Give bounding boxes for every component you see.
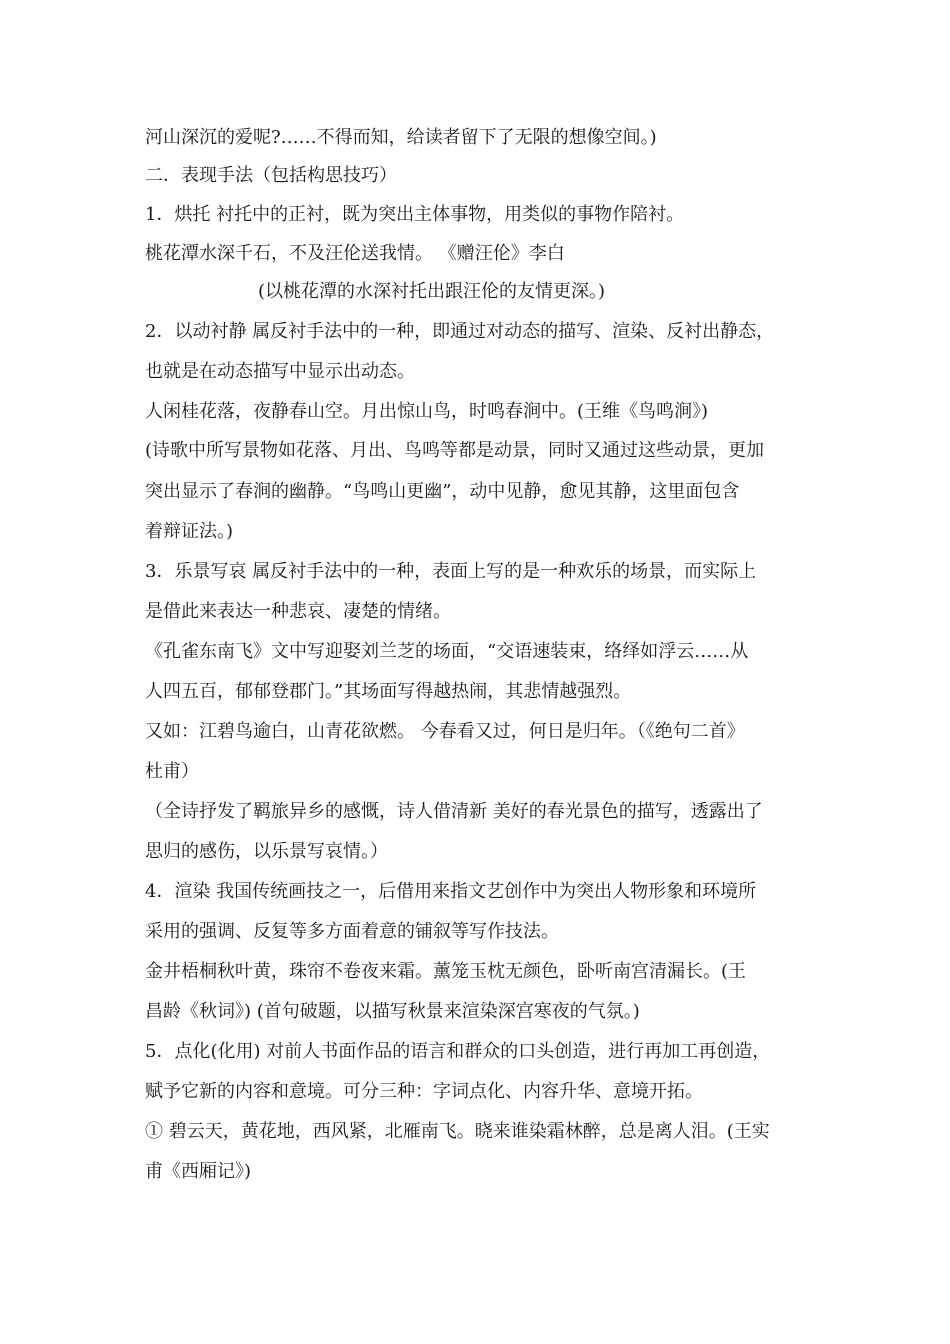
poem-line: 桃花潭水深千石，不及汪伦送我情。 《赠汪伦》李白 bbox=[145, 243, 565, 264]
text-line: 4．渲染 我国传统画技之一，后借用来指文艺创作中为突出人物形象和环境所 bbox=[145, 881, 757, 902]
text-line: (以桃花潭的水深衬托出跟汪伦的友情更深。) bbox=[258, 281, 606, 302]
text-line: 1．烘托 衬托中的正衬，既为突出主体事物，用类似的事物作陪衬。 bbox=[145, 204, 685, 225]
text-line: 《孔雀东南飞》文中写迎娶刘兰芝的场面，“交语速装束，络绎如浮云……从 bbox=[145, 641, 749, 662]
section-heading: 二．表现手法（包括构思技巧） bbox=[145, 165, 397, 186]
poem-line: 金井梧桐秋叶黄，珠帘不卷夜来霜。薰笼玉枕无颜色，卧听南宫清漏长。(王 bbox=[145, 961, 747, 982]
text-line: 昌龄《秋词》) (首句破题，以描写秋景来渲染深宫寒夜的气氛。) bbox=[145, 1001, 640, 1022]
text-line: （全诗抒发了羁旅异乡的感慨，诗人借清新 美好的春光景色的描写，透露出了 bbox=[145, 801, 763, 822]
text-line: (诗歌中所写景物如花落、月出、鸟鸣等都是动景，同时又通过这些动景，更加 bbox=[145, 440, 765, 461]
text-line: 采用的强调、反复等多方面着意的铺叙等写作技法。 bbox=[145, 921, 559, 942]
text-line: 2．以动衬静 属反衬手法中的一种，即通过对动态的描写、渲染、反衬出静态， bbox=[145, 321, 775, 342]
poem-line: 人闲桂花落，夜静春山空。月出惊山鸟，时鸣春涧中。(王维《鸟鸣涧》) bbox=[145, 401, 709, 422]
text-line: 甫《西厢记》) bbox=[145, 1161, 252, 1182]
text-line: 人四五百，郁郁登郡门。”其场面写得越热闹，其悲情越强烈。 bbox=[145, 681, 632, 702]
text-line: 赋予它新的内容和意境。可分三种：字词点化、内容升华、意境开拓。 bbox=[145, 1081, 703, 1102]
text-line: 突出显示了春涧的幽静。“鸟鸣山更幽”，动中见静，愈见其静，这里面包含 bbox=[145, 481, 740, 502]
text-line: 着辩证法。) bbox=[145, 521, 234, 542]
text-line: 河山深沉的爱呢?……不得而知，给读者留下了无限的想像空间。) bbox=[145, 127, 657, 148]
text-line: 也就是在动态描写中显示出动态。 bbox=[145, 361, 415, 382]
text-line: 是借此来表达一种悲哀、凄楚的情绪。 bbox=[145, 601, 451, 622]
text-line: 5．点化(化用) 对前人书面作品的语言和群众的口头创造，进行再加工再创造， bbox=[145, 1041, 771, 1062]
text-line: 思归的感伤，以乐景写哀情。） bbox=[145, 841, 388, 862]
poem-line: ① 碧云天，黄花地，西风紧，北雁南飞。晓来谁染霜林醉，总是离人泪。(王实 bbox=[145, 1121, 770, 1142]
poem-line: 又如：江碧鸟逾白，山青花欲燃。 今春看又过，何日是归年。（《绝句二首》 bbox=[145, 721, 745, 742]
text-line: 杜甫） bbox=[145, 761, 199, 782]
text-line: 3．乐景写哀 属反衬手法中的一种，表面上写的是一种欢乐的场景，而实际上 bbox=[145, 561, 757, 582]
